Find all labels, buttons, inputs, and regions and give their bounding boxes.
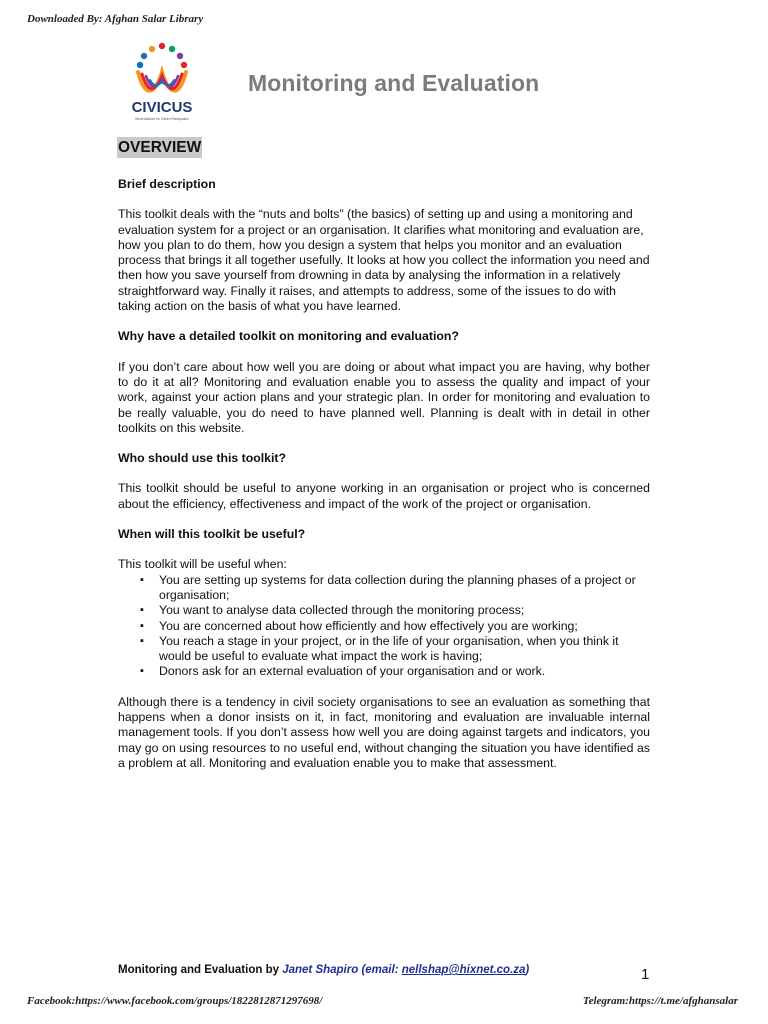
page-number: 1 bbox=[641, 966, 650, 983]
civicus-logo bbox=[120, 42, 204, 126]
why-heading: Why have a detailed toolkit on monitoring and evaluation? bbox=[118, 329, 459, 344]
who-paragraph: This toolkit should be useful to anyone working in an organisation or project who is concerned about the efficiency, effectiveness and impact of the work of the project or organisation. bbox=[118, 481, 650, 511]
footer-email-link[interactable]: nellshap@hixnet.co.za bbox=[401, 964, 526, 976]
list-item: ▪ You reach a stage in your project, or in the life of your organisation, when you think it would be useful to evaluate what impact the work is having; bbox=[159, 634, 650, 665]
footer-author: Janet Shapiro bbox=[282, 964, 359, 976]
who-heading: Who should use this toolkit? bbox=[118, 451, 287, 466]
footer-email-suffix: ) bbox=[525, 964, 530, 976]
footer-credit bbox=[118, 964, 529, 976]
download-watermark: Downloaded By: Afghan Salar Library bbox=[27, 13, 204, 25]
document-title: Monitoring and Evaluation bbox=[248, 70, 540, 96]
list-item: ▪ You want to analyse data collected through the monitoring process; bbox=[159, 603, 650, 618]
why-paragraph: If you don’t care about how well you are doing or about what impact you are having, why bother to do it at all? Monitoring and evaluation enable you to assess the quality and impact of your work, against your action plans and your strategic plan. In order for monitoring and evaluation to be really valuable, you do need to have planned well. Planning is dealt with in detail in other toolkits on this website. bbox=[118, 359, 650, 435]
list-item: ▪ Donors ask for an external evaluation of your organisation and or work. bbox=[159, 664, 650, 679]
list-item: ▪ You are setting up systems for data collection during the planning phases of a project or organisation; bbox=[159, 573, 650, 604]
footer-email-prefix: (email: bbox=[358, 964, 402, 976]
when-list bbox=[118, 573, 650, 680]
when-heading: When will this toolkit be useful? bbox=[118, 527, 306, 542]
brief-paragraph: This toolkit deals with the “nuts and bolts” (the basics) of setting up and using a monitoring and evaluation system for a project or an organisation. It clarifies what monitoring and evaluation are, how you plan to do them, how you design a system that helps you monitor and an evaluation process that brings it all together usefully. It looks at how you collect the information you need and then how you save yourself from drowning in data by analysing the information in a relatively straightforward way. Finally it raises, and attempts to address, some of the issues to do with taking action on the basis of what you have learned. bbox=[118, 207, 650, 314]
logo-tagline: World Alliance for Citizen Participation bbox=[135, 117, 189, 121]
facebook-watermark: Facebook:https://www.facebook.com/groups/1822812871297698/ bbox=[27, 995, 323, 1007]
logo-wordmark: CIVICUS bbox=[131, 99, 193, 116]
telegram-watermark: Telegram:https://t.me/afghansalar bbox=[582, 995, 738, 1007]
overview-heading: OVERVIEW bbox=[118, 139, 202, 156]
footer-prefix: Monitoring and Evaluation by bbox=[118, 964, 283, 976]
document-body bbox=[118, 177, 650, 786]
list-item: ▪ You are concerned about how efficiently and how effectively you are working; bbox=[159, 619, 650, 634]
closing-paragraph: Although there is a tendency in civil society organisations to see an evaluation as something that happens when a donor insists on it, in fact, monitoring and evaluation are invaluable internal management tools. If you don’t assess how well you are doing against targets and indicators, you may go on using resources to no useful end, without changing the situation you have identified as a problem at all. Monitoring and evaluation enable you to make that assessment. bbox=[118, 694, 650, 770]
when-intro: This toolkit will be useful when: bbox=[118, 557, 287, 572]
brief-heading: Brief description bbox=[118, 177, 216, 191]
